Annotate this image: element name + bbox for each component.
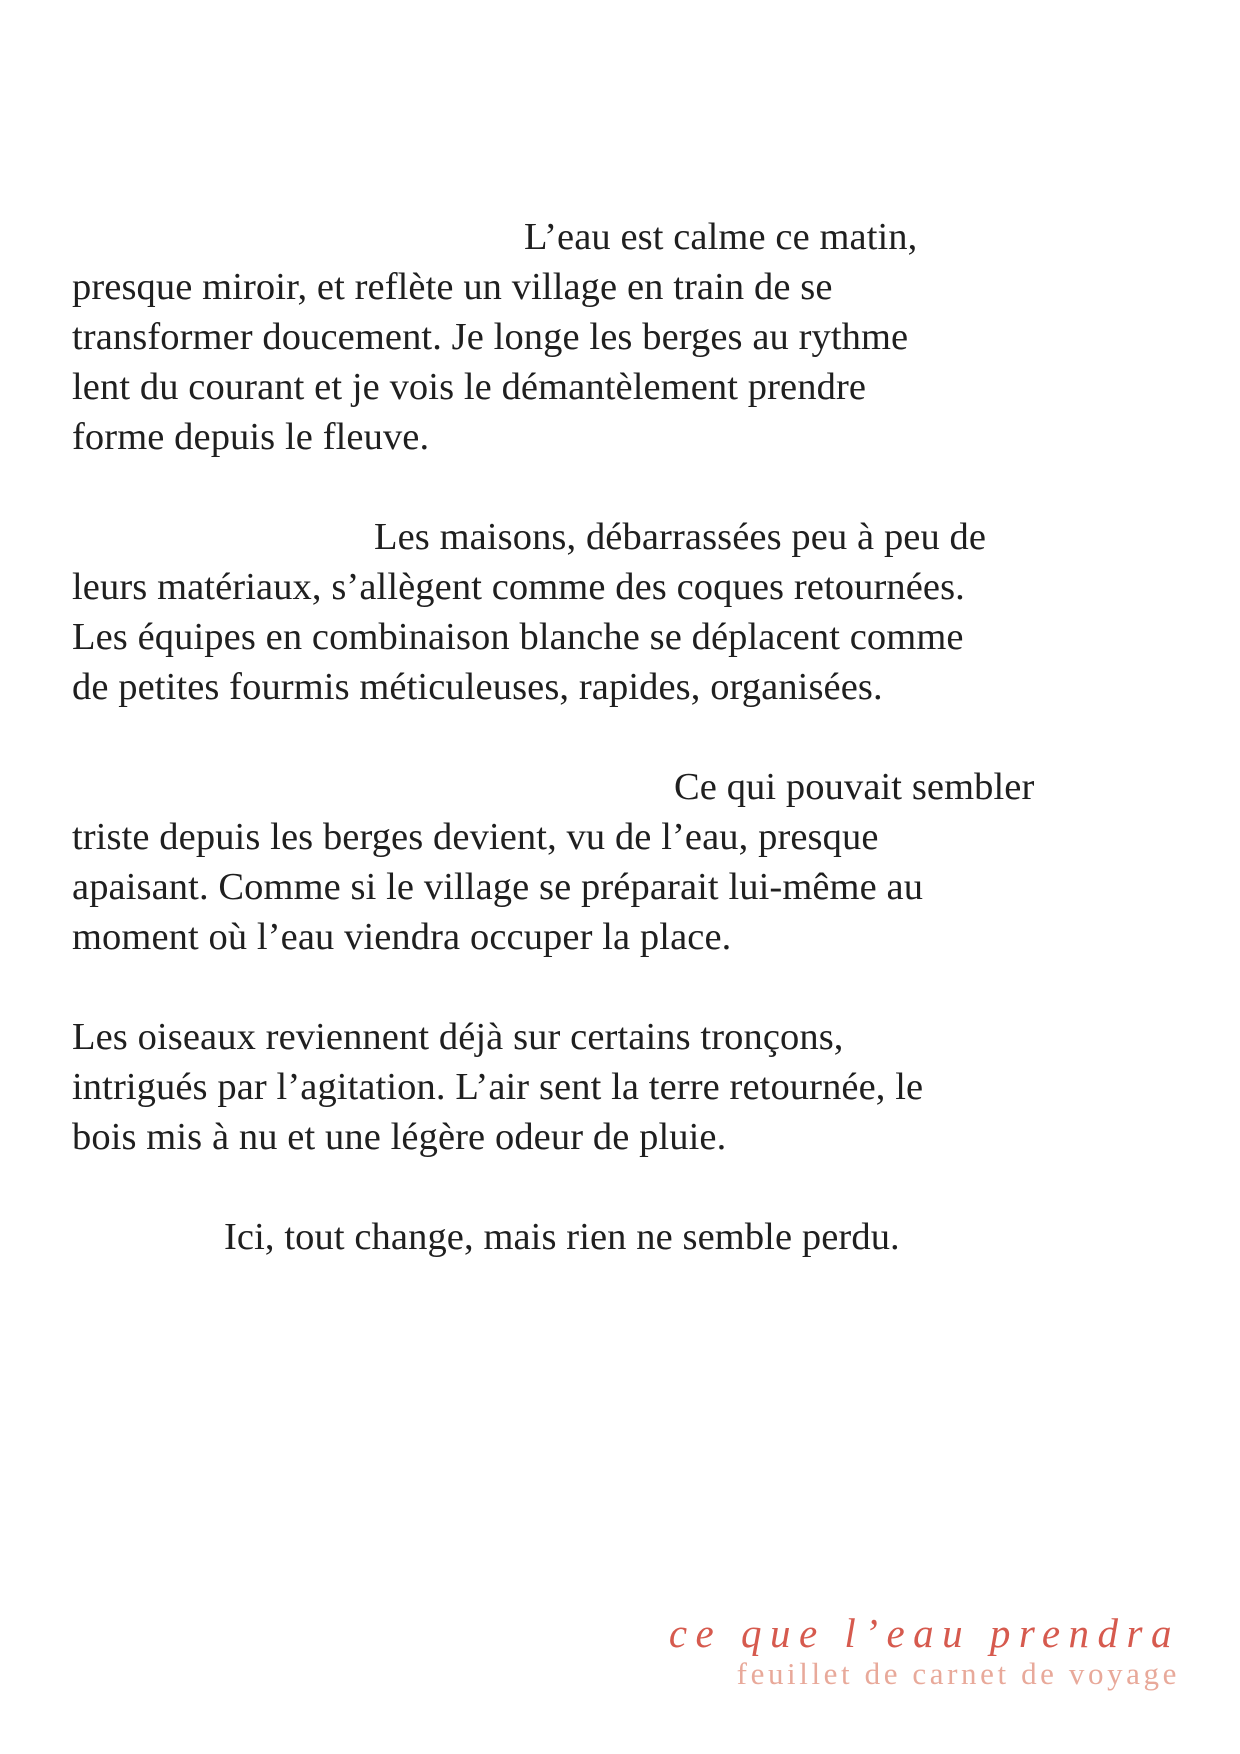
- text-line: transformer doucement. Je longe les berges au rythme: [72, 316, 909, 358]
- text-line: Les équipes en combinaison blanche se déplacent comme: [72, 616, 964, 658]
- text-line: triste depuis les berges devient, vu de l’eau, presque: [72, 816, 879, 858]
- text-line: intrigués par l’agitation. L’air sent la terre retournée, le: [72, 1066, 924, 1108]
- footer-subtitle: feuillet de carnet de voyage: [736, 1656, 1180, 1691]
- text-line: de petites fourmis méticuleuses, rapides, organisées.: [72, 666, 883, 708]
- text-line: Ce qui pouvait sembler: [674, 766, 1035, 808]
- text-line: presque miroir, et reflète un village en train de se: [72, 266, 833, 308]
- paragraph-morning-water: [72, 212, 1182, 462]
- text-line: Ici, tout change, mais rien ne semble perdu.: [224, 1216, 900, 1258]
- paragraph-houses: [72, 512, 1182, 712]
- text-line: Les oiseaux reviennent déjà sur certains tronçons,: [72, 1016, 844, 1058]
- text-line: Les maisons, débarrassées peu à peu de: [374, 516, 987, 558]
- text-line: leurs matériaux, s’allègent comme des coques retournées.: [72, 566, 965, 608]
- text-line: L’eau est calme ce matin,: [524, 216, 918, 258]
- page-footer: [669, 1610, 1180, 1692]
- text-line: bois mis à nu et une légère odeur de pluie.: [72, 1116, 727, 1158]
- text-line: lent du courant et je vois le démantèlement prendre: [72, 366, 867, 408]
- paragraph-birds: [72, 1012, 1182, 1162]
- text-line: forme depuis le fleuve.: [72, 416, 430, 458]
- footer-title: ce que l’eau prendra: [668, 1610, 1180, 1656]
- text-line: moment où l’eau viendra occuper la place.: [72, 916, 732, 958]
- paragraph-view-from-water: [72, 762, 1182, 962]
- paragraph-conclusion: [72, 1212, 1182, 1262]
- text-line: apaisant. Comme si le village se préparait lui-même au: [72, 866, 924, 908]
